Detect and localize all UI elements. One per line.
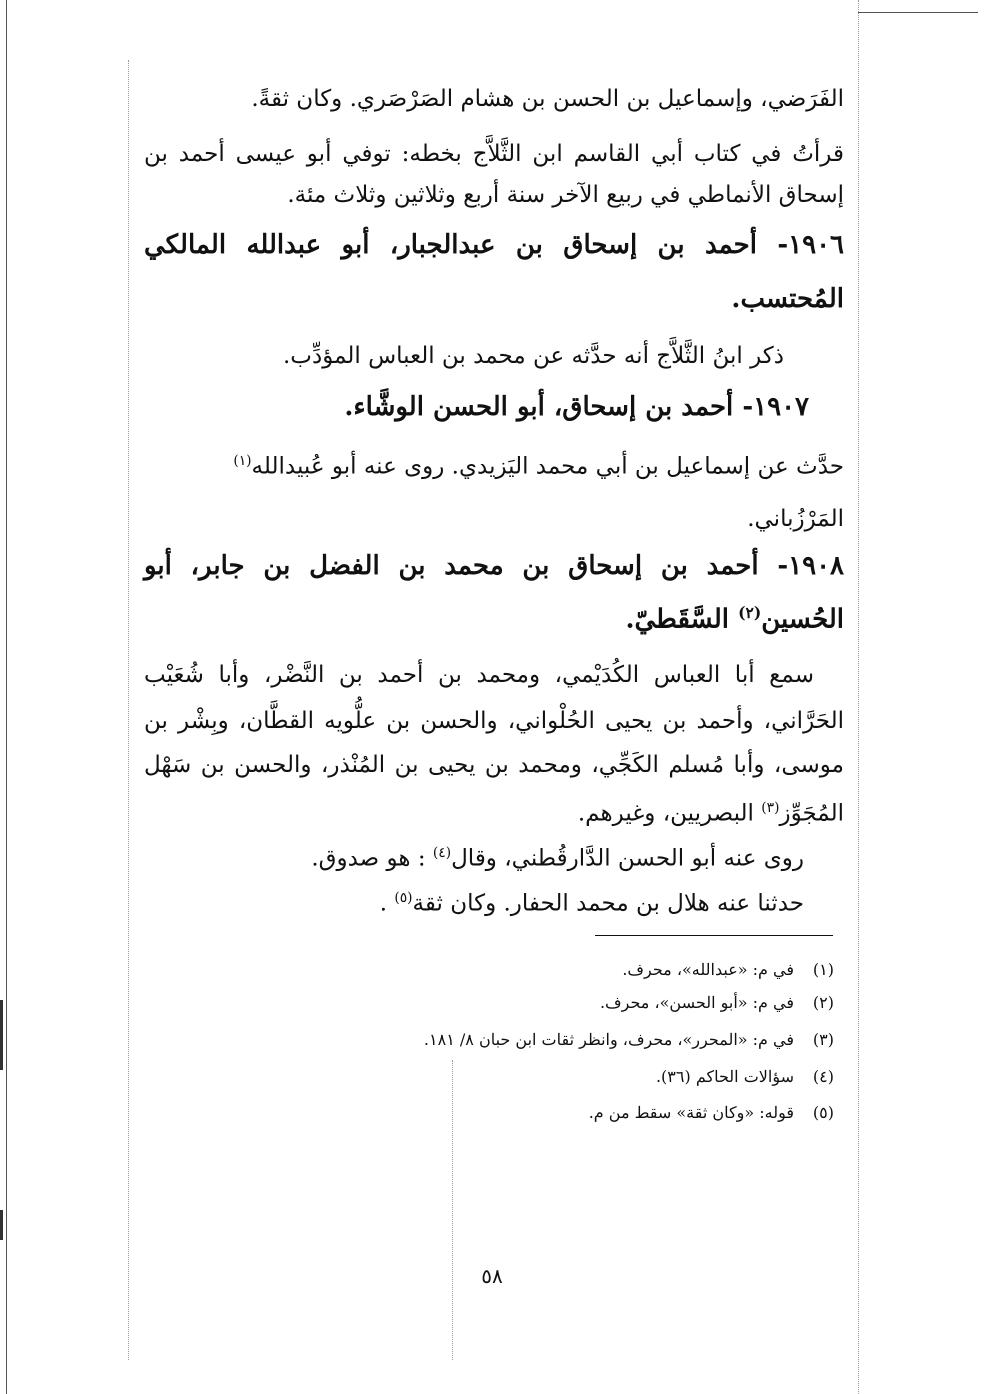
footnote-separator bbox=[595, 935, 833, 936]
footnote bbox=[234, 1103, 834, 1122]
scan-dotted-line bbox=[858, 0, 859, 1394]
entry-heading: المُحتسب. bbox=[731, 284, 844, 314]
footnote-marker: (٢) bbox=[738, 603, 762, 622]
footnote-marker: (٥) bbox=[394, 890, 413, 906]
footnote-text: قوله: «وكان ثقة» سقط من م. bbox=[588, 1103, 794, 1122]
text-line bbox=[144, 800, 844, 828]
text-line bbox=[204, 845, 804, 873]
footnote-number: (٤) bbox=[812, 1067, 834, 1086]
page-number: ٥٨ bbox=[481, 1264, 503, 1288]
footnote bbox=[234, 1067, 834, 1086]
line-text: : هو صدوق. bbox=[311, 845, 426, 872]
footnote-marker: (١) bbox=[233, 453, 252, 469]
line-text: روى عنه أبو الحسن الدَّارقُطني، وقال bbox=[451, 845, 804, 872]
line-text: السَّقَطيّ. bbox=[625, 604, 729, 635]
text-line: موسى، وأبا مُسلم الكَجِّي، ومحمد بن يحيى بن المُنْذر، والحسن بن سَهْل bbox=[144, 752, 844, 778]
line-text: الحُسين bbox=[761, 604, 844, 635]
line-text: المُجَوِّز bbox=[779, 800, 844, 827]
scan-dotted-line bbox=[858, 12, 978, 13]
line-text: البصريين، وغيرهم. bbox=[577, 800, 754, 827]
footnote bbox=[234, 960, 834, 979]
footnote bbox=[234, 993, 834, 1012]
footnote-text: في م: «عبدالله»، محرف. bbox=[622, 960, 794, 979]
scan-mark bbox=[0, 1000, 3, 1070]
line-text: . bbox=[379, 890, 388, 917]
footnote-text: في م: «المحرر»، محرف، وانظر ثقات ابن حبان ٨/ ١٨١. bbox=[423, 1030, 794, 1049]
text-line: الحَرَّاني، وأحمد بن يحيى الحُلْواني، والحسن بن علُّويه القطَّان، وبِشْر بن bbox=[144, 708, 844, 734]
footnote-number: (٣) bbox=[812, 1030, 834, 1049]
text-line bbox=[204, 890, 804, 918]
text-line: إسحاق الأنماطي في ربيع الآخر سنة أربع وثلاثين وثلاث مئة. bbox=[287, 182, 844, 208]
text-line: الفَرَضي، وإسماعيل بن الحسن بن هشام الصَرْصَري. وكان ثقةً. bbox=[251, 86, 844, 112]
entry-heading: ١٩٠٦- أحمد بن إسحاق بن عبدالجبار، أبو عبدالله المالكي bbox=[144, 230, 844, 260]
entry-heading: ١٩٠٧- أحمد بن إسحاق، أبو الحسن الوشَّاء. bbox=[344, 392, 809, 422]
footnote-number: (١) bbox=[812, 960, 834, 979]
text-line bbox=[144, 453, 844, 481]
line-text: حدَّث عن إسماعيل بن أبي محمد اليَزيدي. روى عنه أبو عُبيدالله bbox=[251, 453, 844, 480]
text-line: قرأتُ في كتاب أبي القاسم ابن الثَّلاَّج بخطه: توفي أبو عيسى أحمد بن bbox=[144, 141, 844, 167]
entry-heading: ١٩٠٨- أحمد بن إسحاق بن محمد بن الفضل بن جابر، أبو bbox=[144, 551, 844, 581]
scan-dotted-line bbox=[128, 60, 129, 1360]
footnote-number: (٥) bbox=[812, 1103, 834, 1122]
footnote-text: في م: «أبو الحسن»، محرف. bbox=[599, 993, 794, 1012]
footnote-text: سؤالات الحاكم (٣٦). bbox=[655, 1067, 794, 1086]
footnote-marker: (٤) bbox=[432, 845, 452, 861]
text-line: سمع أبا العباس الكُدَيْمي، ومحمد بن أحمد بن النَّضْر، وأبا شُعَيْب bbox=[144, 662, 814, 688]
footnote bbox=[234, 1030, 834, 1049]
scan-fold-line bbox=[6, 0, 7, 1394]
entry-heading bbox=[144, 604, 844, 636]
footnote-marker: (٣) bbox=[761, 800, 780, 816]
text-line: ذكر ابنُ الثَّلاَّج أنه حدَّثه عن محمد بن العباس المؤدِّب. bbox=[282, 343, 784, 369]
text-line: المَرْزُباني. bbox=[747, 506, 844, 532]
scan-mark bbox=[0, 1210, 3, 1240]
footnote-number: (٢) bbox=[812, 993, 834, 1012]
line-text: حدثنا عنه هلال بن محمد الحفار. وكان ثقة bbox=[412, 890, 804, 917]
